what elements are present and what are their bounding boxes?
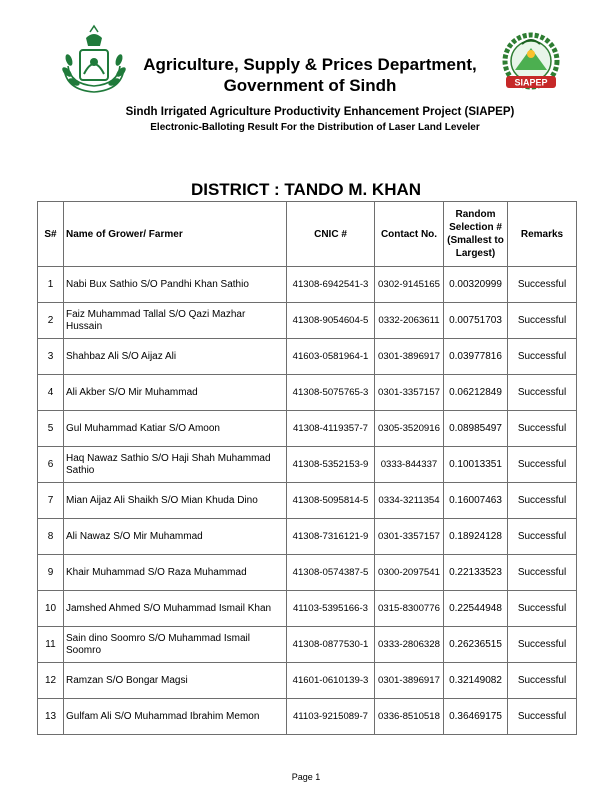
- cell-cnic: 41308-5095814-5: [287, 483, 375, 519]
- siapep-logo: [500, 32, 562, 94]
- cell-name: Faiz Muhammad Tallal S/O Qazi Mazhar Hussain: [64, 303, 287, 339]
- cell-cnic: 41308-4119357-7: [287, 411, 375, 447]
- cell-contact: 0300-2097541: [375, 555, 444, 591]
- cell-sno: 3: [38, 339, 64, 375]
- cell-cnic: 41308-7316121-9: [287, 519, 375, 555]
- cell-name: Jamshed Ahmed S/O Muhammad Ismail Khan: [64, 591, 287, 627]
- cell-sno: 10: [38, 591, 64, 627]
- cell-cnic: 41603-0581964-1: [287, 339, 375, 375]
- table-row: [38, 555, 577, 591]
- sindh-government-logo: [56, 24, 132, 96]
- cell-name: Ali Nawaz S/O Mir Muhammad: [64, 519, 287, 555]
- table-row: [38, 699, 577, 735]
- cell-random: 0.36469175: [444, 699, 508, 735]
- table-row: [38, 339, 577, 375]
- cell-remarks: Successful: [508, 483, 577, 519]
- table-header-row: [38, 202, 577, 267]
- cell-remarks: Successful: [508, 411, 577, 447]
- page-number: Page 1: [291, 772, 321, 782]
- cell-random: 0.06212849: [444, 375, 508, 411]
- cell-cnic: 41308-5075765-3: [287, 375, 375, 411]
- cell-random: 0.18924128: [444, 519, 508, 555]
- cell-sno: 7: [38, 483, 64, 519]
- table-row: [38, 375, 577, 411]
- cell-contact: 0305-3520916: [375, 411, 444, 447]
- cell-sno: 1: [38, 267, 64, 303]
- cell-name: Khair Muhammad S/O Raza Muhammad: [64, 555, 287, 591]
- cell-remarks: Successful: [508, 663, 577, 699]
- table-row: [38, 267, 577, 303]
- cell-sno: 4: [38, 375, 64, 411]
- department-title-line2: Government of Sindh: [223, 76, 397, 95]
- cell-contact: 0315-8300776: [375, 591, 444, 627]
- cell-remarks: Successful: [508, 519, 577, 555]
- siapep-logo-text: SIAPEP: [514, 77, 548, 88]
- table-row: [38, 447, 577, 483]
- district-heading: DISTRICT : TANDO M. KHAN: [190, 180, 422, 199]
- cell-random: 0.00320999: [444, 267, 508, 303]
- table-row: [38, 591, 577, 627]
- cell-sno: 9: [38, 555, 64, 591]
- cell-cnic: 41308-5352153-9: [287, 447, 375, 483]
- cell-random: 0.32149082: [444, 663, 508, 699]
- header-contact: Contact No.: [375, 202, 444, 267]
- cell-cnic: 41308-9054604-5: [287, 303, 375, 339]
- cell-sno: 8: [38, 519, 64, 555]
- results-table: [37, 201, 577, 735]
- cell-name: Ramzan S/O Bongar Magsi: [64, 663, 287, 699]
- header-name: Name of Grower/ Farmer: [64, 202, 287, 267]
- cell-contact: 0334-3211354: [375, 483, 444, 519]
- cell-contact: 0301-3896917: [375, 663, 444, 699]
- cell-remarks: Successful: [508, 375, 577, 411]
- cell-sno: 2: [38, 303, 64, 339]
- cell-random: 0.16007463: [444, 483, 508, 519]
- balloting-subtitle: Electronic-Balloting Result For the Distribution of Laser Land Leveler: [150, 122, 480, 133]
- cell-cnic: 41308-6942541-3: [287, 267, 375, 303]
- cell-remarks: Successful: [508, 267, 577, 303]
- project-title: Sindh Irrigated Agriculture Productivity Enhancement Project (SIAPEP): [125, 106, 515, 118]
- cell-name: Ali Akber S/O Mir Muhammad: [64, 375, 287, 411]
- cell-name: Sain dino Soomro S/O Muhammad Ismail Soomro: [64, 627, 287, 663]
- cell-sno: 5: [38, 411, 64, 447]
- header-cnic: CNIC #: [287, 202, 375, 267]
- cell-name: Shahbaz Ali S/O Aijaz Ali: [64, 339, 287, 375]
- cell-remarks: Successful: [508, 591, 577, 627]
- cell-name: Gul Muhammad Katiar S/O Amoon: [64, 411, 287, 447]
- cell-random: 0.00751703: [444, 303, 508, 339]
- table-row: [38, 483, 577, 519]
- cell-name: Haq Nawaz Sathio S/O Haji Shah Muhammad Sathio: [64, 447, 287, 483]
- cell-random: 0.03977816: [444, 339, 508, 375]
- cell-contact: 0302-9145165: [375, 267, 444, 303]
- department-title-line1: Agriculture, Supply & Prices Department,: [143, 55, 477, 74]
- cell-remarks: Successful: [508, 447, 577, 483]
- header-remarks: Remarks: [508, 202, 577, 267]
- table-row: [38, 519, 577, 555]
- cell-contact: 0333-2806328: [375, 627, 444, 663]
- cell-name: Nabi Bux Sathio S/O Pandhi Khan Sathio: [64, 267, 287, 303]
- header-sno: S#: [38, 202, 64, 267]
- cell-contact: 0336-8510518: [375, 699, 444, 735]
- cell-cnic: 41103-5395166-3: [287, 591, 375, 627]
- header-random: Random Selection # (Smallest to Largest): [444, 202, 508, 267]
- cell-random: 0.22133523: [444, 555, 508, 591]
- cell-random: 0.08985497: [444, 411, 508, 447]
- cell-contact: 0301-3357157: [375, 375, 444, 411]
- cell-cnic: 41601-0610139-3: [287, 663, 375, 699]
- table-row: [38, 411, 577, 447]
- table-row: [38, 303, 577, 339]
- table-row: [38, 663, 577, 699]
- cell-name: Mian Aijaz Ali Shaikh S/O Mian Khuda Dino: [64, 483, 287, 519]
- cell-sno: 6: [38, 447, 64, 483]
- cell-sno: 12: [38, 663, 64, 699]
- cell-cnic: 41103-9215089-7: [287, 699, 375, 735]
- cell-remarks: Successful: [508, 699, 577, 735]
- cell-random: 0.10013351: [444, 447, 508, 483]
- cell-remarks: Successful: [508, 339, 577, 375]
- cell-remarks: Successful: [508, 555, 577, 591]
- cell-contact: 0333-844337: [375, 447, 444, 483]
- cell-remarks: Successful: [508, 303, 577, 339]
- cell-sno: 11: [38, 627, 64, 663]
- cell-remarks: Successful: [508, 627, 577, 663]
- table-row: [38, 627, 577, 663]
- cell-contact: 0332-2063611: [375, 303, 444, 339]
- cell-cnic: 41308-0574387-5: [287, 555, 375, 591]
- cell-cnic: 41308-0877530-1: [287, 627, 375, 663]
- cell-random: 0.26236515: [444, 627, 508, 663]
- cell-sno: 13: [38, 699, 64, 735]
- cell-random: 0.22544948: [444, 591, 508, 627]
- cell-contact: 0301-3357157: [375, 519, 444, 555]
- cell-contact: 0301-3896917: [375, 339, 444, 375]
- cell-name: Gulfam Ali S/O Muhammad Ibrahim Memon: [64, 699, 287, 735]
